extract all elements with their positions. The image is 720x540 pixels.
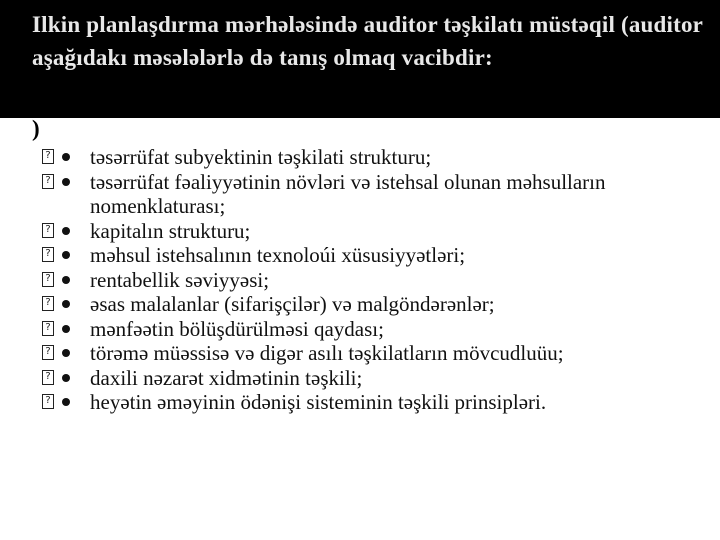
list-item-text: rentabellik səviyyəsi; — [90, 267, 270, 292]
missing-glyph-icon: ? — [42, 272, 54, 287]
list-item-text: daxili nəzarət xidmətinin təşkili; — [90, 365, 363, 390]
list-item-text: heyətin əməyinin ödənişi sisteminin təşkili prinsipləri. — [90, 390, 547, 414]
list-item-text: təsərrüfat fəaliyyətinin növləri və istehsal olunan məhsulların nomenklaturası; — [90, 169, 606, 218]
list-item — [42, 170, 712, 219]
slide-title: Ilkin planlaşdırma mərhələsində auditor təşkilatı müstəqil (auditor aşağıdakı məsələlərlə də tanış olmaq vacibdir: — [32, 12, 703, 70]
missing-glyph-icon: ? — [42, 321, 54, 336]
list-item-text: əsas malalanlar (sifarişçilər) və malgöndərənlər; — [90, 292, 495, 316]
bullet-icon — [62, 178, 70, 186]
missing-glyph-icon: ? — [42, 296, 54, 311]
list-item-text: kapitalın strukturu; — [90, 218, 251, 243]
list-item — [42, 341, 712, 366]
bullet-icon — [62, 398, 70, 406]
list-item — [42, 145, 712, 170]
bullet-icon — [62, 374, 70, 382]
list-item — [42, 243, 712, 268]
missing-glyph-icon: ? — [42, 370, 54, 385]
bullet-icon — [62, 325, 70, 333]
missing-glyph-icon: ? — [42, 149, 54, 164]
missing-glyph-icon: ? — [42, 247, 54, 262]
missing-glyph-icon: ? — [42, 223, 54, 238]
list-item-text: təsərrüfat subyektinin təşkilati strukturu; — [90, 145, 432, 169]
list-item — [42, 219, 712, 244]
list-item-text: məhsul istehsalının texnoloúi xüsusiyyətləri; — [90, 243, 466, 267]
bullet-icon — [62, 153, 70, 161]
list-item — [42, 366, 712, 391]
bullet-icon — [62, 251, 70, 259]
bullet-icon — [62, 300, 70, 308]
list-item-text: mənfəətin bölüşdürülməsi qaydası; — [90, 316, 384, 341]
bullet-icon — [62, 227, 70, 235]
missing-glyph-icon: ? — [42, 345, 54, 360]
bullet-icon — [62, 276, 70, 284]
list-item — [42, 390, 712, 415]
missing-glyph-icon: ? — [42, 174, 54, 189]
list-item-text: törəmə müəssisə və digər asılı təşkilatların mövcudluüu; — [90, 341, 564, 365]
list-item — [42, 268, 712, 293]
missing-glyph-icon: ? — [42, 394, 54, 409]
list-item — [42, 317, 712, 342]
bullet-icon — [62, 349, 70, 357]
bullet-list — [42, 145, 712, 415]
list-item — [42, 292, 712, 317]
slide-title-tail: ) — [32, 116, 40, 141]
